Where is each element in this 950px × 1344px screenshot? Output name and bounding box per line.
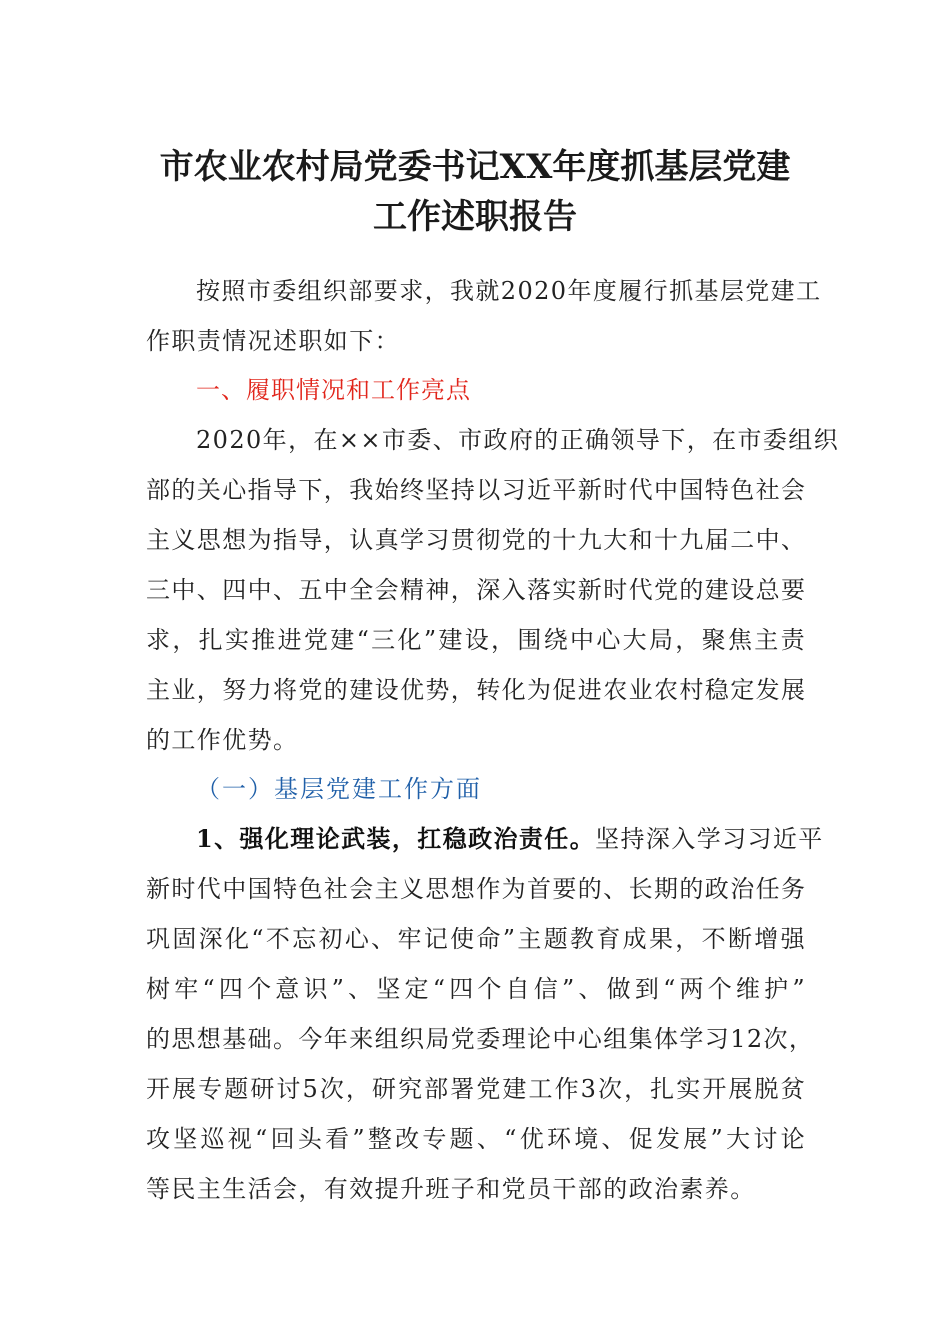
paragraph-line: 三中、四中、五中全会精神，深入落实新时代党的建设总要 [146,576,807,604]
paragraph-line: 巩固深化“不忘初心、牢记使命”主题教育成果，不断增强 [146,925,806,953]
paragraph-line: 部的关心指导下，我始终坚持以习近平新时代中国特色社会 [146,476,807,504]
paragraph-line: 求，扎实推进党建“三化”建设，围绕中心大局，聚焦主责 [146,626,806,654]
paragraph-line: 树牢“四个意识”、坚定“四个自信”、做到“两个维护” [146,975,806,1003]
paragraph-line: 的思想基础。今年来组织局党委理论中心组集体学习12次， [146,1025,815,1053]
intro-line-1: 按照市委组织部要求，我就2020年度履行抓基层党建工 [196,277,822,305]
intro-line-2: 作职责情况述职如下： [146,327,400,355]
document-title-line-1: 市农业农村局党委书记XX年度抓基层党建 [159,147,791,187]
document-title-line-2: 工作述职报告 [373,197,577,237]
item-1-first-rest: 坚持深入学习习近平 [595,825,824,853]
paragraph-line: 等民主生活会，有效提升班子和党员干部的政治素养。 [146,1175,756,1203]
paragraph-line: 2020年，在××市委、市政府的正确领导下，在市委组织 [196,426,840,454]
paragraph-line: 攻坚巡视“回头看”整改专题、“优环境、促发展”大讨论 [146,1125,806,1153]
paragraph-line: 主义思想为指导，认真学习贯彻党的十九大和十九届二中、 [146,526,807,554]
paragraph-line: 主业，努力将党的建设优势，转化为促进农业农村稳定发展 [146,676,807,704]
item-1-lead: 1、强化理论武装，扛稳政治责任。 [196,824,596,853]
subsection-heading-1: （一）基层党建工作方面 [196,775,482,803]
paragraph-line: 新时代中国特色社会主义思想作为首要的、长期的政治任务 [146,875,807,903]
paragraph-line: 开展专题研讨5次，研究部署党建工作3次，扎实开展脱贫 [146,1075,806,1103]
paragraph-line: 的工作优势。 [146,726,299,754]
section-heading-1: 一、履职情况和工作亮点 [196,376,471,404]
item-1-first-line [196,823,824,855]
